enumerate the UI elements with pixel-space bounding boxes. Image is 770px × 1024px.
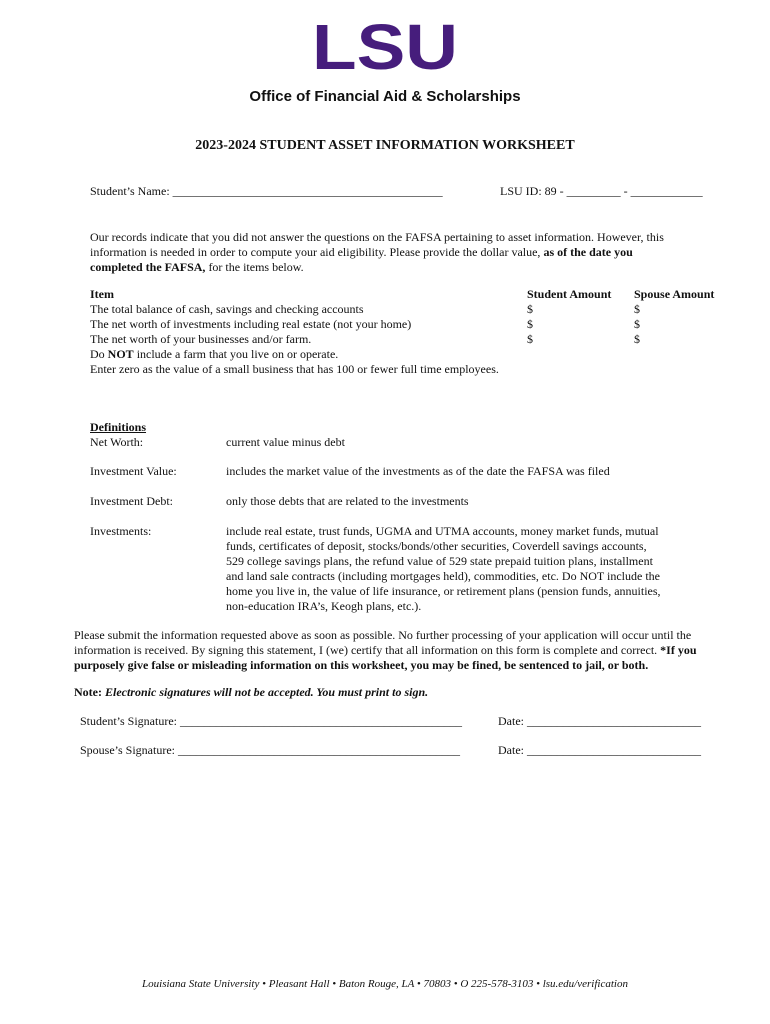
spouse-amount-business[interactable]: $ — [634, 332, 640, 346]
definition-text: includes the market value of the investments as of the date the FAFSA was filed — [226, 464, 610, 478]
small-business-note: Enter zero as the value of a small business that has 100 or fewer full time employees. — [90, 362, 499, 376]
definition-term: Net Worth: — [90, 435, 144, 449]
definition-text: only those debts that are related to the investments — [226, 494, 469, 508]
office-name: Office of Financial Aid & Scholarships — [249, 88, 521, 105]
item-row-investments: The net worth of investments including real estate (not your home) — [90, 317, 412, 331]
definition-term: Investments: — [90, 524, 152, 538]
item-row-business: The net worth of your businesses and/or farm. — [90, 332, 312, 346]
definition-text: include real estate, trust funds, UGMA and UTMA accounts, money market funds, mutual funds, certificates of deposit, stocks/bonds/other securities, Coverdell savings accounts, 529 college savings plans, the refund value of 529 state prepaid tuition plans, installment and land sale contracts (including mortgages held), commodities, etc. Do NOT include the home you live in, the value of life insurance, or retirement plans (pension funds, annuities, non-education IRA’s, Keogh plans, etc.). — [226, 524, 661, 613]
item-row-cash: The total balance of cash, savings and checking accounts — [90, 302, 364, 316]
lsu-id-field[interactable]: LSU ID: 89 - _________ - ____________ — [500, 184, 703, 198]
submit-paragraph — [74, 628, 734, 673]
definitions-heading: Definitions — [90, 420, 147, 434]
lsu-logo-text: LSU — [312, 22, 458, 72]
intro-text-2: for the items below. — [205, 260, 304, 274]
student-name-field[interactable]: Student’s Name: _____________________________________________ — [90, 184, 443, 198]
student-amount-investments[interactable]: $ — [527, 317, 533, 331]
definition-text: current value minus debt — [226, 435, 345, 449]
student-signature-field[interactable]: Student’s Signature: _______________________________________________ — [80, 714, 462, 728]
intro-paragraph — [90, 230, 680, 275]
item-header: Item — [90, 287, 114, 301]
farm-note: Do NOT include a farm that you live on or operate. — [90, 347, 339, 361]
spouse-signature-field[interactable]: Spouse’s Signature: _______________________________________________ — [80, 743, 460, 757]
note-label: Note: — [74, 685, 102, 699]
spouse-amount-header: Spouse Amount — [634, 287, 715, 301]
submit-warning: *If you purposely give false or misleading information on this worksheet, you may be fined, be sentenced to jail, or both. — [74, 643, 697, 672]
definition-term: Investment Debt: — [90, 494, 173, 508]
intro-bold: as of the date you completed the FAFSA, — [90, 245, 633, 274]
student-amount-cash[interactable]: $ — [527, 302, 533, 316]
lsu-logo — [311, 22, 459, 72]
note-text: Electronic signatures will not be accepted. You must print to sign. — [104, 685, 429, 699]
signature-note — [74, 685, 428, 700]
definition-term: Investment Value: — [90, 464, 177, 478]
student-date-field[interactable]: Date: _____________________________ — [498, 714, 701, 728]
intro-text-1: Our records indicate that you did not answer the questions on the FAFSA pertaining to asset information. However, this information is needed in order to compute your aid eligibility. Please provide the dollar value, — [90, 230, 664, 259]
submit-text: Please submit the information requested above as soon as possible. No further processing of your application will occur until the information is received. By signing this statement, I (we) certify that all information on this form is complete and correct. — [74, 628, 692, 657]
spouse-amount-cash[interactable]: $ — [634, 302, 640, 316]
student-amount-header: Student Amount — [527, 287, 612, 301]
student-amount-business[interactable]: $ — [527, 332, 533, 346]
spouse-amount-investments[interactable]: $ — [634, 317, 640, 331]
spouse-date-field[interactable]: Date: _____________________________ — [498, 743, 701, 757]
worksheet-title: 2023-2024 STUDENT ASSET INFORMATION WORKSHEET — [195, 138, 575, 153]
footer-address: Louisiana State University • Pleasant Hall • Baton Rouge, LA • 70803 • O 225-578-3103 • lsu.edu/verification — [142, 978, 628, 990]
